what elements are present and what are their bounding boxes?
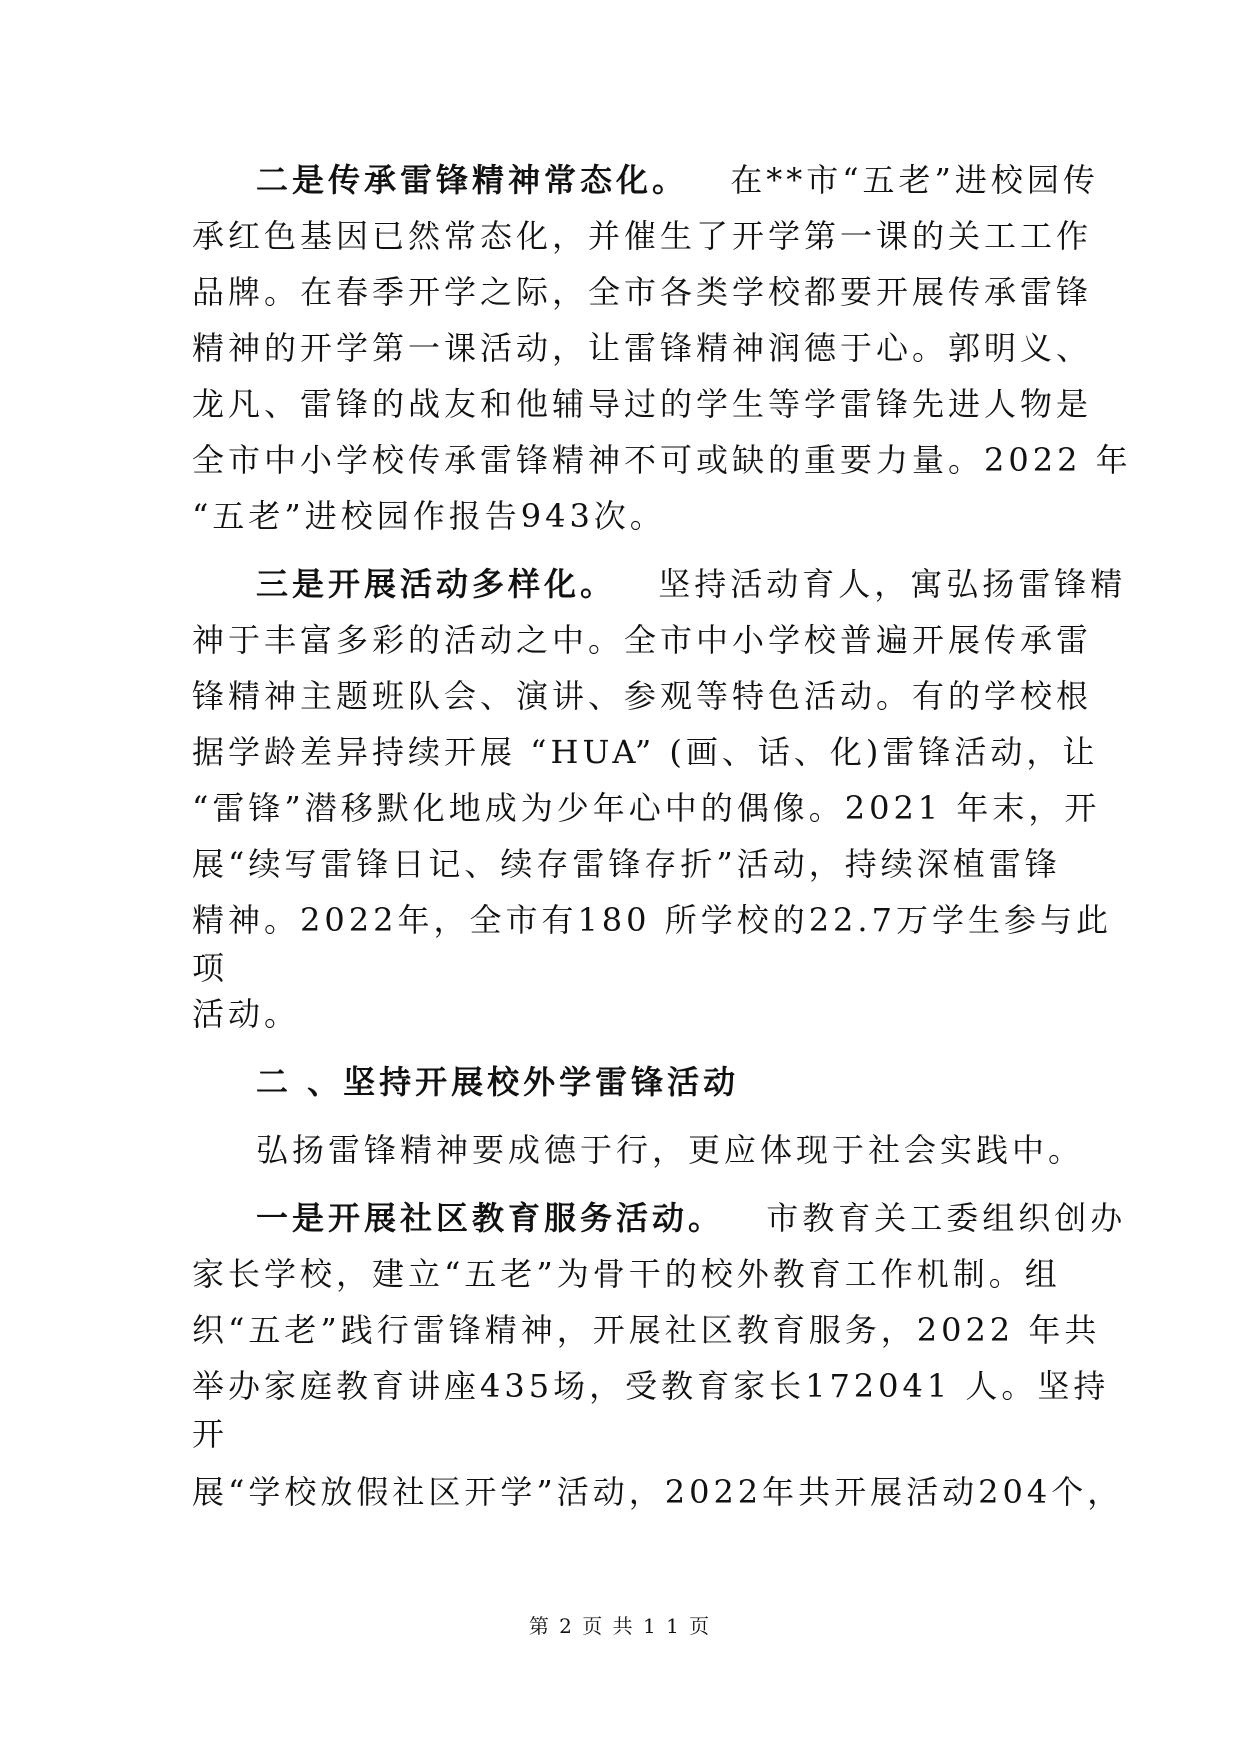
paragraph-4-line: 开 <box>192 1415 229 1453</box>
paragraph-1-first-line <box>256 158 1116 202</box>
paragraph-4-text: 市教育关工委组织创办 <box>766 1199 1127 1237</box>
paragraph-1-heading: 二是传承雷锋精神常态化。 <box>256 161 689 199</box>
paragraph-2-line: 精神。2022年，全市有180 所学校的22.7万学生参与此 <box>192 901 1112 939</box>
paragraph-1-line: 品牌。在春季开学之际，全市各类学校都要开展传承雷锋 <box>192 273 1093 311</box>
paragraph-1-line: “五老”进校园作报告943次。 <box>192 497 666 535</box>
paragraph-2-line: 活动。 <box>192 995 301 1033</box>
paragraph-4-first-line <box>256 1196 1127 1240</box>
paragraph-2-line: 神于丰富多彩的活动之中。全市中小学校普遍开展传承雷 <box>192 621 1093 659</box>
paragraph-1-text: 在**市“五老”进校园传 <box>730 161 1099 199</box>
paragraph-2-text: 坚持活动育人，寓弘扬雷锋精 <box>658 565 1127 603</box>
paragraph-2-line: 据学龄差异持续开展 “HUA” (画、话、化)雷锋活动，让 <box>192 733 1099 771</box>
paragraph-2-first-line <box>256 562 1127 606</box>
paragraph-3: 弘扬雷锋精神要成德于行，更应体现于社会实践中。 <box>256 1131 1085 1169</box>
paragraph-1-line: 全市中小学校传承雷锋精神不可或缺的重要力量。2022 年 <box>192 441 1132 479</box>
paragraph-2-line: 锋精神主题班队会、演讲、参观等特色活动。有的学校根 <box>192 677 1093 715</box>
paragraph-1-line: 龙凡、雷锋的战友和他辅导过的学生等学雷锋先进人物是 <box>192 385 1093 423</box>
paragraph-2-line: 项 <box>192 949 229 987</box>
paragraph-4-line: 织“五老”践行雷锋精神，开展社区教育服务，2022 年共 <box>192 1311 1101 1349</box>
paragraph-4-line: 展“学校放假社区开学”活动，2022年共开展活动204个， <box>192 1473 1124 1511</box>
paragraph-2-line: 展“续写雷锋日记、续存雷锋存折”活动，持续深植雷锋 <box>192 845 1061 883</box>
page-footer: 第 2 页 共 1 1 页 <box>528 1614 712 1638</box>
paragraph-4-line: 家长学校，建立“五老”为骨干的校外教育工作机制。组 <box>192 1255 1061 1293</box>
section-heading: 二 、坚持开展校外学雷锋活动 <box>256 1063 740 1101</box>
paragraph-4-line: 举办家庭教育讲座435场，受教育家长172041 人。坚持 <box>192 1367 1110 1405</box>
paragraph-2-heading: 三是开展活动多样化。 <box>256 565 617 603</box>
paragraph-1-line: 精神的开学第一课活动，让雷锋精神润德于心。郭明义、 <box>192 329 1093 367</box>
paragraph-4-heading: 一是开展社区教育服务活动。 <box>256 1199 725 1237</box>
paragraph-1-line: 承红色基因已然常态化，并催生了开学第一课的关工工作 <box>192 217 1093 255</box>
paragraph-2-line: “雷锋”潜移默化地成为少年心中的偶像。2021 年末，开 <box>192 789 1101 827</box>
